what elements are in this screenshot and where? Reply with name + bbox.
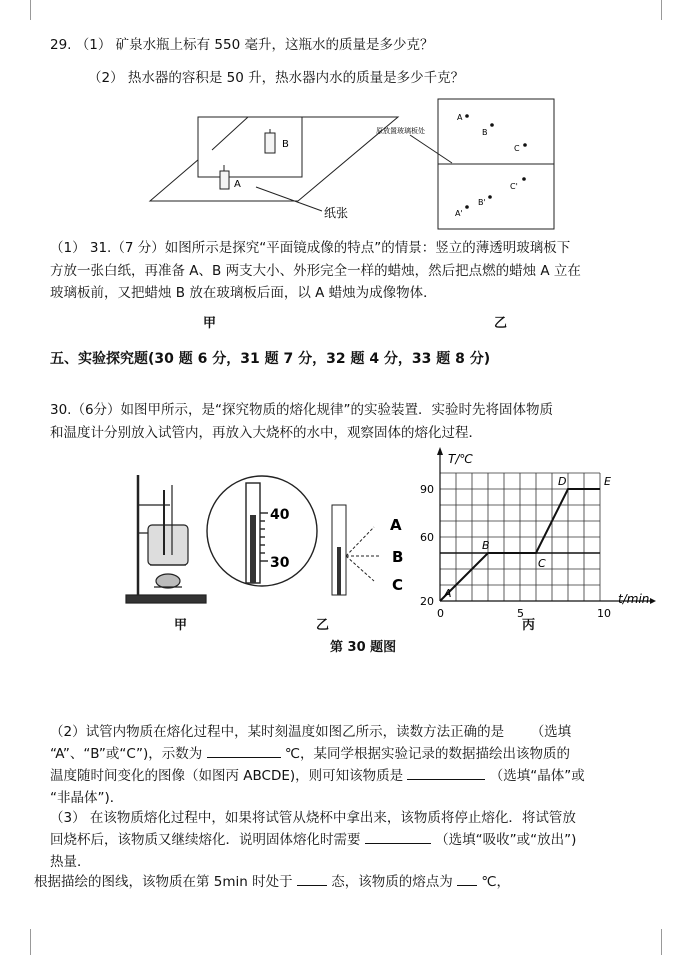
point-label-d: D bbox=[558, 475, 567, 488]
q30-p4-text-a: 根据描绘的图线，该物质在第 5min 时处于 bbox=[34, 874, 293, 890]
q31-line2: 方放一张白纸，再准备 A、B 两支大小、外形完全一样的蜡烛，然后把点燃的蜡烛 A 立在 bbox=[50, 263, 581, 279]
corner-mark-bottom-right bbox=[661, 929, 688, 955]
thermo-mark-30: 30 bbox=[270, 555, 290, 571]
q31-line3: 玻璃板前，又把蜡烛 B 放在玻璃板后面，以 A 蜡烛为成像物体． bbox=[50, 285, 437, 301]
q31-caption-yi: 乙 bbox=[494, 316, 508, 331]
q30-p2-line3 bbox=[50, 764, 585, 784]
section5-title: 五、实验探究题(30 题 6 分，31 题 7 分，32 题 4 分，33 题 8 分) bbox=[50, 351, 491, 367]
q30-p2-line1 bbox=[50, 720, 571, 740]
q30-p2-line3-text: 温度随时间变化的图像（如图丙 ABCDE)，则可知该物质是 bbox=[50, 768, 404, 784]
q30-p3-line2 bbox=[50, 828, 576, 848]
q30-p2-line3-tail: （选填“晶体”或 bbox=[489, 768, 585, 784]
q30-p3-line3: 热量． bbox=[50, 854, 91, 870]
x-axis-arrow bbox=[650, 598, 656, 604]
q29-line2: （2） 热水器的容积是 50 升，热水器内水的质量是多少千克？ bbox=[88, 70, 465, 86]
thermometer-zoom-drawing bbox=[207, 476, 317, 586]
q30-p3-line2-tail: （选填“吸收”或“放出”) bbox=[435, 832, 577, 848]
chart-point-labels bbox=[443, 475, 611, 600]
point-a-prime bbox=[465, 205, 469, 209]
point-b-label: B bbox=[482, 128, 488, 137]
thermo-mark-40: 40 bbox=[270, 507, 290, 523]
q30-p3-line2-text: 回烧杯后，该物质又继续熔化．说明固体熔化时需要 bbox=[50, 832, 361, 848]
q30-substance-type-blank[interactable] bbox=[407, 765, 485, 780]
point-c bbox=[523, 143, 527, 147]
q30-p4-text-c: ℃， bbox=[481, 874, 510, 890]
q31-line1: （1） 31.（7 分）如图所示是探究“平面镜成像的特点”的情景：竖立的薄透明玻璃板下 bbox=[50, 240, 571, 256]
glass-position-label: 原放置玻璃板处 bbox=[376, 127, 425, 135]
x-tick-label: 5 bbox=[517, 607, 524, 620]
read-option-c: C bbox=[392, 576, 404, 594]
y-tick-label: 90 bbox=[420, 483, 434, 496]
point-b bbox=[490, 123, 494, 127]
point-b-prime bbox=[488, 195, 492, 199]
q30-line1: 30.（6分）如图甲所示，是“探究物质的熔化规律”的实验装置．实验时先将固体物质 bbox=[50, 402, 554, 418]
paper-label: 纸张 bbox=[324, 206, 349, 220]
q30-p2-line1-text: （2）试管内物质在熔化过程中，某时刻温度如图乙所示，读数方法正确的是 bbox=[50, 724, 505, 740]
q30-state-blank[interactable] bbox=[297, 871, 327, 886]
point-label-c: C bbox=[538, 557, 546, 570]
chart-grid bbox=[440, 473, 600, 601]
q29-line1: 29. （1） 矿泉水瓶上标有 550 毫升，这瓶水的质量是多少克？ bbox=[50, 37, 434, 53]
paper-and-glass-drawing bbox=[150, 117, 398, 211]
q30-p2-line2-text: “A”、“B”或“C”)，示数为 bbox=[50, 746, 203, 762]
chart-axes bbox=[437, 447, 656, 604]
q30-p2-line4: “非晶体”)． bbox=[50, 790, 124, 806]
q30-heat-blank[interactable] bbox=[365, 829, 431, 844]
chart-xlabel: t/min bbox=[618, 592, 650, 606]
point-label-a: A bbox=[444, 587, 452, 600]
corner-mark-bottom-left bbox=[4, 929, 31, 955]
q30-p4-text-b: 态，该物质的熔点为 bbox=[331, 874, 453, 890]
q30-p2-line1-tail: （选填 bbox=[530, 724, 572, 740]
corner-mark-top-left bbox=[4, 0, 31, 20]
q30-p3-line1: （3） 在该物质熔化过程中，如果将试管从烧杯中拿出来，该物质将停止熔化．将试管放 bbox=[50, 810, 576, 826]
candle-a-label: A bbox=[234, 179, 241, 190]
point-a-prime-label: A' bbox=[455, 209, 463, 218]
q30-line2: 和温度计分别放入试管内，再放入大烧杯的水中，观察固体的熔化过程． bbox=[50, 425, 482, 441]
reading-direction-drawing bbox=[332, 505, 380, 595]
figure-31 bbox=[0, 95, 692, 235]
corner-mark-top-right bbox=[661, 0, 688, 20]
q30-p4-line bbox=[34, 870, 510, 890]
q31-caption-jia: 甲 bbox=[203, 316, 217, 331]
read-option-b: B bbox=[392, 548, 404, 566]
x-tick-label: 0 bbox=[437, 607, 444, 620]
point-a bbox=[465, 114, 469, 118]
q30-reading-blank[interactable] bbox=[207, 743, 281, 758]
top-view-drawing bbox=[410, 99, 554, 229]
x-tick-label: 10 bbox=[597, 607, 611, 620]
read-option-a: A bbox=[390, 516, 402, 534]
y-tick-label: 20 bbox=[420, 595, 434, 608]
y-axis-arrow bbox=[437, 447, 443, 455]
apparatus-jia-drawing bbox=[126, 475, 206, 603]
point-c-label: C bbox=[514, 144, 520, 153]
q30-caption-jia: 甲 bbox=[174, 618, 188, 633]
point-c-prime-label: C' bbox=[510, 182, 518, 191]
q30-caption-bing: 丙 bbox=[522, 618, 536, 633]
point-c-prime bbox=[522, 177, 526, 181]
melting-chart bbox=[418, 445, 658, 625]
q30-caption-yi: 乙 bbox=[316, 618, 330, 633]
point-label-b: B bbox=[482, 539, 490, 552]
point-label-e: E bbox=[604, 475, 611, 488]
candle-b-label: B bbox=[282, 139, 289, 150]
chart-ylabel: T/℃ bbox=[448, 452, 473, 466]
q30-p2-line2-tail: ℃，某同学根据实验记录的数据描绘出该物质的 bbox=[284, 746, 571, 762]
q30-p2-line2 bbox=[50, 742, 570, 762]
point-a-label: A bbox=[457, 113, 463, 122]
q30-melting-point-blank[interactable] bbox=[457, 871, 477, 886]
point-b-prime-label: B' bbox=[478, 198, 486, 207]
y-tick-label: 60 bbox=[420, 531, 434, 544]
q30-figure-caption: 第 30 题图 bbox=[330, 640, 397, 655]
